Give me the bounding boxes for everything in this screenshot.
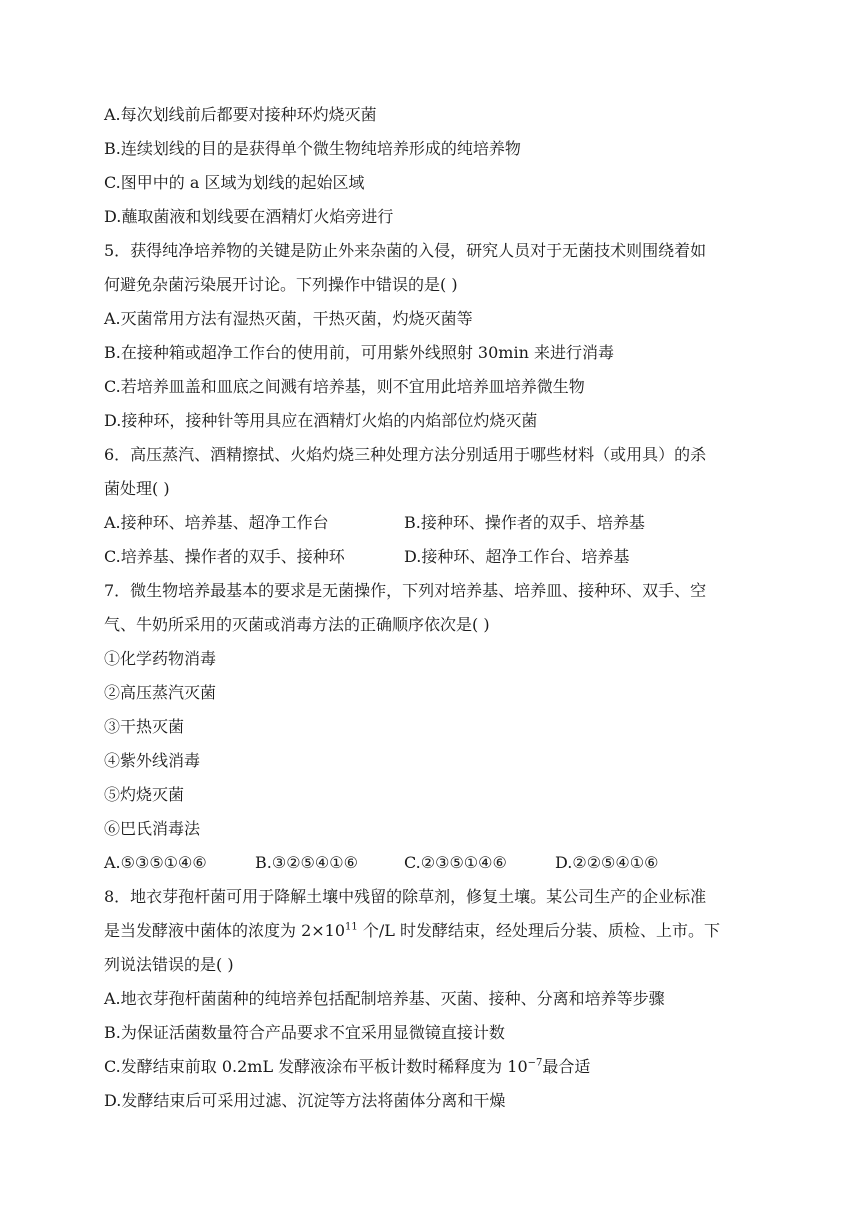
q4-option-b: B.连续划线的目的是获得单个微生物纯培养形成的纯培养物	[104, 139, 521, 158]
q8-option-b: B.为保证活菌数量符合产品要求不宜采用显微镜直接计数	[104, 1023, 505, 1042]
q6-stem-line1: 6．高压蒸汽、酒精擦拭、火焰灼烧三种处理方法分别适用于哪些材料（或用具）的杀	[104, 445, 707, 464]
q8-stem-line2-pre: 是当发酵液中菌体的浓度为 2×10	[104, 921, 346, 940]
q5-stem-line1: 5．获得纯净培养物的关键是防止外来杂菌的入侵，研究人员对于无菌技术则围绕着如	[104, 241, 707, 260]
q8-stem-line1: 8．地衣芽孢杆菌可用于降解土壤中残留的除草剂，修复土壤。某公司生产的企业标准	[104, 887, 707, 906]
q7-item-4: ④紫外线消毒	[104, 751, 201, 770]
q8-option-c	[104, 1056, 590, 1078]
q4-option-c: C.图甲中的 a 区域为划线的起始区域	[104, 173, 365, 192]
q8-stem-line3: 列说法错误的是( )	[104, 955, 234, 974]
q8-option-a: A.地衣芽孢杆菌菌种的纯培养包括配制培养基、灭菌、接种、分离和培养等步骤	[104, 989, 665, 1008]
q6-option-a: A.接种环、培养基、超净工作台	[104, 513, 329, 532]
q5-option-c: C.若培养皿盖和皿底之间溅有培养基，则不宜用此培养皿培养微生物	[104, 377, 585, 396]
q5-stem-line2: 何避免杂菌污染展开讨论。下列操作中错误的是( )	[104, 275, 458, 294]
q8-option-d: D.发酵结束后可采用过滤、沉淀等方法将菌体分离和干燥	[104, 1091, 506, 1110]
q6-option-b: B.接种环、操作者的双手、培养基	[404, 513, 645, 532]
q6-option-d: D.接种环、超净工作台、培养基	[404, 547, 630, 566]
q7-option-b: B.③②⑤④①⑥	[255, 853, 358, 872]
q5-option-a: A.灭菌常用方法有湿热灭菌，干热灭菌，灼烧灭菌等	[104, 309, 473, 328]
q7-option-d: D.②②⑤④①⑥	[555, 853, 659, 872]
q6-options-row1	[104, 512, 329, 534]
q7-item-3: ③干热灭菌	[104, 717, 185, 736]
q8-stem-line2	[104, 920, 720, 942]
q7-option-a: A.⑤③⑤①④⑥	[104, 853, 207, 872]
q8-stem-line2-exponent: 11	[345, 921, 358, 933]
q8-option-c-exponent: −7	[527, 1057, 543, 1069]
q7-stem-line1: 7．微生物培养最基本的要求是无菌操作，下列对培养基、培养皿、接种环、双手、空	[104, 581, 707, 600]
q7-stem-line2: 气、牛奶所采用的灭菌或消毒方法的正确顺序依次是( )	[104, 615, 490, 634]
q7-item-5: ⑤灼烧灭菌	[104, 785, 185, 804]
q7-item-2: ②高压蒸汽灭菌	[104, 683, 217, 702]
q7-item-1: ①化学药物消毒	[104, 649, 217, 668]
q5-option-b: B.在接种箱或超净工作台的使用前，可用紫外线照射 30min 来进行消毒	[104, 343, 614, 362]
q6-stem-line2: 菌处理( )	[104, 479, 170, 498]
q7-option-c: C.②③⑤①④⑥	[404, 853, 507, 872]
q6-option-c: C.培养基、操作者的双手、接种环	[104, 547, 345, 566]
q8-option-c-pre: C.发酵结束前取 0.2mL 发酵液涂布平板计数时稀释度为 10	[104, 1057, 528, 1076]
q8-option-c-post: 最合适	[542, 1057, 591, 1076]
q5-option-d: D.接种环，接种针等用具应在酒精灯火焰的内焰部位灼烧灭菌	[104, 411, 538, 430]
q7-item-6: ⑥巴氏消毒法	[104, 819, 201, 838]
q4-option-d: D.蘸取菌液和划线要在酒精灯火焰旁进行	[104, 207, 394, 226]
q8-stem-line2-post: 个/L 时发酵结束，经处理后分装、质检、上市。下	[357, 921, 720, 940]
q6-options-row2	[104, 546, 345, 568]
q4-option-a: A.每次划线前后都要对接种环灼烧灭菌	[104, 105, 377, 124]
